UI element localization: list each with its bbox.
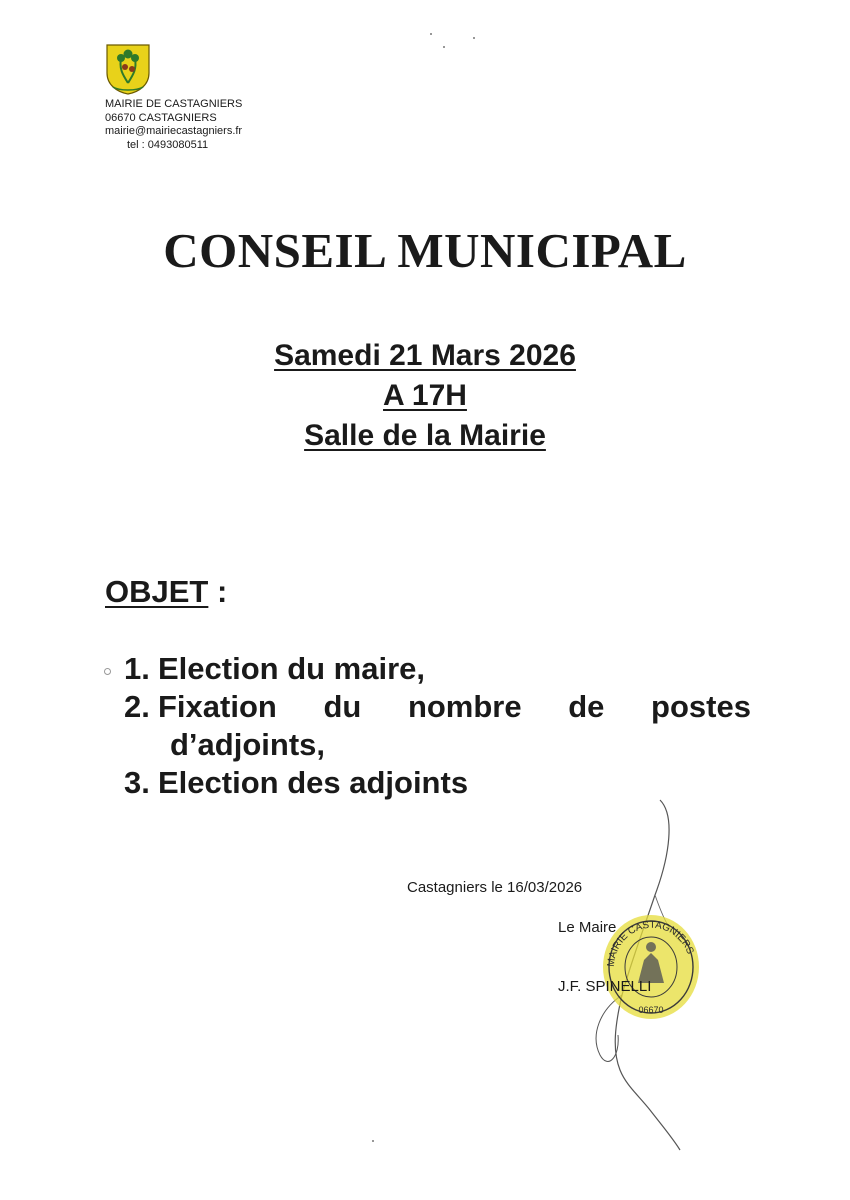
document-title: CONSEIL MUNICIPAL xyxy=(163,223,687,278)
objet-colon: : xyxy=(208,574,228,609)
agenda-item xyxy=(124,688,751,764)
letterhead xyxy=(105,98,242,152)
agenda-item-number: 3. xyxy=(124,765,150,800)
agenda-item-text: Election du maire, xyxy=(158,651,426,686)
agenda-list xyxy=(124,650,751,802)
mairie-name: MAIRIE DE CASTAGNIERS xyxy=(105,98,243,110)
agenda-item-number: 1. xyxy=(124,651,150,686)
agenda-item-number: 2. xyxy=(124,689,150,724)
mairie-tel: tel : 0493080511 xyxy=(127,138,209,151)
coat-of-arms-logo xyxy=(105,43,151,95)
meeting-place: Salle de la Mairie xyxy=(304,419,546,452)
signer-name: J.F. SPINELLI xyxy=(558,978,652,995)
mairie-postal: 06670 CASTAGNIERS xyxy=(105,111,217,124)
stamp-text-top: MAIRIE CASTAGNIERS xyxy=(605,919,696,968)
scan-speck xyxy=(430,33,432,35)
objet-heading xyxy=(105,574,227,610)
objet-label: OBJET xyxy=(105,574,209,609)
agenda-item xyxy=(124,650,751,688)
meeting-time: A 17H xyxy=(383,379,467,412)
agenda-item-continuation: d’adjoints, xyxy=(170,727,325,762)
place-and-date: Castagniers le 16/03/2026 xyxy=(407,879,583,896)
meeting-info xyxy=(0,336,850,456)
scan-speck xyxy=(473,37,475,39)
meeting-date: Samedi 21 Mars 2026 xyxy=(274,339,576,372)
scan-speck xyxy=(443,46,445,48)
signer-role: Le Maire xyxy=(558,919,617,936)
scan-speck xyxy=(104,668,111,675)
agenda-item-text: Election des adjoints xyxy=(158,765,469,800)
mairie-email: mairie@mairiecastagniers.fr xyxy=(105,125,243,137)
agenda-item-text: Fixation du nombre de postes xyxy=(158,689,751,724)
scan-speck xyxy=(372,1140,374,1142)
stamp-text-bottom: 06670 xyxy=(638,1005,664,1015)
